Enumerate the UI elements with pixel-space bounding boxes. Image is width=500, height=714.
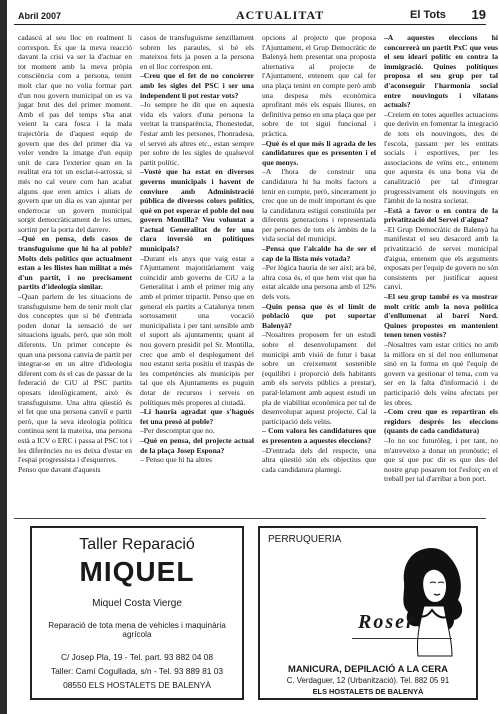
interview-question: –Pensa que l'alcalde ha de ser el cap de la llista més votada?: [262, 244, 376, 263]
ad-miquel-title: Taller Reparació: [79, 536, 195, 553]
ad-taller-miquel: [30, 526, 244, 700]
interview-question: –Creu que el fet de no concórrer amb les sigles del PSC i ser una independent li pot restar vots?: [140, 71, 254, 100]
interview-answer: casos de transfuguisme senzillament sobren les paraules, si bé els mateixos fets ja posen a la persona en el lloc correspon ent.: [140, 33, 254, 71]
interview-answer: opcions al projecte que proposa l'Ajuntament, el Grup Democràtic de Balenyà hem presentat una proposta alternativa al projecte de l'Ajuntament, entenem que cal fer una plaça tenint en compte però amb una despesa més econòmica aprofitant més els espais lliures, en definitiva penso en una plaça que per sobre de tot sigui funcional i pràctica.: [262, 33, 376, 138]
interview-question: –Què en pensa, del projecte actual de la plaça Josep Espona?: [140, 435, 254, 455]
interview-answer: –Jo sempre he dit que en aquesta vida els valors d'una persona la veritat la transparència, l'honestedat, l'estar amb les persones, l'honradesa, el servei als altres etc., estan sempre per sobre de les sigles de qualsevol partit polític.: [140, 100, 254, 167]
section-title: ACTUALITAT: [236, 8, 325, 22]
ad-roser-logo: Roser: [358, 611, 416, 633]
ad-miquel-address-line: C/ Josep Pla, 19 - Tel. part. 93 882 04 08: [60, 652, 214, 662]
ad-perruqueria-roser: [258, 526, 478, 700]
interview-answer: –Per descomptat que no.: [140, 426, 215, 436]
interview-answer: –Durant els anys que vaig estar a l'Ajuntament majoritàriament vaig coincidir amb governs de CiU a la Generalitat i amb el primer mig any amb el primer tripartit. Penso que en general els partits a Catalunya tenen sortosament una vocació municipalista i per tant sensible amb el suport als ajuntaments; quant al nou govern presidit pel Sr. Montilla, crec que amb el desplegament del nou estatut seria positiu el traspàs de les competències als municipis per tal que els Ajuntaments es puguin dotar de recursos i serveis en polítiques més properes al ciutadà.: [140, 253, 254, 407]
ad-miquel-name: MIQUEL: [79, 556, 195, 587]
magazine-name: El Tots: [410, 9, 446, 21]
issue-date: Abril 2007: [18, 11, 62, 21]
ad-miquel-address: [36, 650, 238, 692]
header-rule: [14, 24, 486, 25]
interview-question: –Li hauria agradat que s'hagués fet una presó al poble?: [140, 407, 254, 426]
interview-question: – Com valora les candidatures que es presenten a aquestes eleccions?: [262, 426, 376, 445]
interview-answer: –Creiem en totes aquelles actuacions que derivin en fomentar la integració de tots els nouvingots, des de l'escola, passant per les entitats socials i esportives, per les associacions de veïns etc., entenem que aquesta és una bona via de canalització per tal d'integrar progressivament els nouvinguts en l'àmbit de la nostra societat.: [384, 109, 498, 206]
interview-answer: –A l'hora de construir una candidatura hi ha molts factors a tenir en compte, però, sincerament jo crec que un de molt important és que la candidatura estigui constituïda per diferents generacions i representada per persones de tots els àmbits de la vida social del municipi.: [262, 167, 376, 244]
page-header: [14, 4, 486, 26]
interview-answer: –Jo no soc futuròleg, i per tant, no m'atreveixo a donar un pronòstic; el que sí que puc dir es que des del nostre grup posarem tot l'esforç en el treball per tal d'arribar a bon port.: [384, 435, 498, 484]
interview-answer: –Per lògica hauria de ser així; ara bé, altra cosa és, el que hem vist que ha estat alcalde una persona amb el 12% dels vots.: [262, 263, 376, 302]
ad-roser-slogan: MANICURA, DEPILACIÓ A LA CERA: [288, 663, 448, 674]
interview-question: –Vostè que ha estat en diversos governs municipals i havent de conviure amb Administració pública de diversos colors polítics, què en pot esperar el poble del nou govern Montilla? Veu voluntat a l'actual Generalitat de fer una clara inversió en polítiques municipals?: [140, 167, 254, 254]
interview-question: –Què és el que més li agrada de les candidatures que es presenten i el que menys.: [262, 138, 376, 167]
page-number: 19: [471, 7, 486, 22]
woman-portrait-illustration: [394, 542, 470, 660]
interview-answer: –Nosaltres vam estar crítics no amb la millora en sí del nou enllumenat sinó en la forma en què l'equip de govern va gestionar el tema, com va ser en la falta d'informació i de participació dels veïns afectats per les obres.: [384, 340, 498, 407]
ad-roser-town: ELS HOSTALETS DE BALENYÀ: [312, 687, 424, 696]
interview-answer: Penso que davant d'aquests: [18, 464, 101, 474]
logo-underline: [352, 638, 452, 639]
text-column-2: [140, 33, 254, 465]
ad-miquel-owner: Miquel Costa Vierge: [92, 598, 182, 609]
interview-answer: –Quan parlem de les situacions de transfuguisme hem de tenir molt clar dos conceptes que si bé d'entrada poden donar la sensació de ser situacions iguals, però, que són molt diferents. Un primer concepte és quan una persona canvia de partit per integrar-se en un altre d'ideologia diferent com és el cas de passar de la federació de CiU al PSC partits oposats ideològicament, això és transfuguisme. Una altra qüestió és el fet que una persona canviï e partit però, que la seva ideologia política continua sent la mateixa, una persona està a ICV o ERC i passa al PSC tot i les diferències no es deixa d'estar en l'espai progressista i d'esquerres.: [18, 292, 132, 465]
interview-question: –El seu grup també es va mostrar molt crític amb la nova política d'enllumenat al barri Nord. Quines propostes en mantenient tenen tenen vostès?: [384, 292, 498, 340]
ad-miquel-description: Reparació de tota mena de vehicles i maquinària agrícola: [48, 621, 226, 639]
ad-miquel-address-line: Taller: Camí Cogullada, s/n - Tel. 93 889 81 03: [50, 666, 224, 676]
ads-divider: [14, 518, 486, 519]
ad-miquel-address-line: 08550 ELS HOSTALETS DE BALENYÀ: [63, 680, 211, 690]
interview-question: –Quin pensa que és el límit de població que pot suportar Balenyà?: [262, 301, 376, 330]
text-column-4: [384, 33, 498, 484]
interview-answer: –Nosaltres proposem fer un estudi sobre el desenvolupament del municipi amb visió de futur i basat sobre un creixement sostenible (equilibri i proporció dels habitants amb els serveis públics a prestar), paral·lelament amb aquest estudi un pla de viabilitat econòmica per tal de desenvolupar aquest projecte. Cal la participació dels veïns.: [262, 330, 376, 426]
text-column-1: [18, 33, 132, 474]
interview-answer: –El Grup Democràtic de Balenyà ha manifestat el seu desacord amb la privatització de servei municipal d'aigua, entenem que els arguments exposats per l'equip de govern no són consistents per justificar aquest canvi.: [384, 224, 498, 292]
interview-answer: –D'entrada dels del respecte, una altra qüestió són els objectius que cada candidatura plantegi.: [262, 445, 376, 474]
interview-answer: cadascú al seu lloc en realment li correspon. És que la meva reacció davant la crisi va ser la d'actuar en tot moment amb la meva pròpia consciència com a persona, tenint molt clar que no volia formar part d'un nou govern municipal on es va jugar brut des del primer moment. Amb el pas del temps s'ha anat veient la cara fosca i la mala trajectòria de d'aquest equip de govern que des del primer dia va voler vendre la imatge d'un equip unit de cara l'exterior quan en la realitat era tot un esclat-i-arrossa, si més no cal veure com han acabat alguns que eren amics i aliats de govern que un dia es van ajuntar per enderrocar un govern municipal sorgit democràticament de les urnes, sortint per la porta del darrere.: [18, 33, 132, 234]
interview-question: –Com creu que es repartiran els regidors després les eleccions (quants de cada candidatura): [384, 407, 498, 436]
ad-roser-address: C. Verdaguer, 12 (Urbanització). Tel. 882 05 91: [286, 676, 450, 685]
binding-edge: [0, 0, 7, 714]
text-column-3: [262, 33, 376, 474]
ad-roser-heading: PERRUQUERIA: [268, 534, 342, 545]
interview-question: –Està a favor o en contra de la privatització del Servei d'aigua?: [384, 205, 498, 225]
interview-question: –A aquestes eleccions hi concorrerà un partit PxC que veus el seu ideari polític en contra la immigració. Quines polítiques proposa el seu grup per tal d'aconseguir l'harmonia social entre nouvinguts i vilatans actuals?: [384, 33, 498, 110]
interview-question: –Què en pensa, dels casos de transfuguisme que hi ha al poble? Molts dels polítics que actualment estan a les llistes han militat a més d'un partit, i no precisament partits d'ideologia similar.: [18, 234, 132, 292]
interview-answer: – Penso que hi ha altres: [140, 455, 212, 465]
